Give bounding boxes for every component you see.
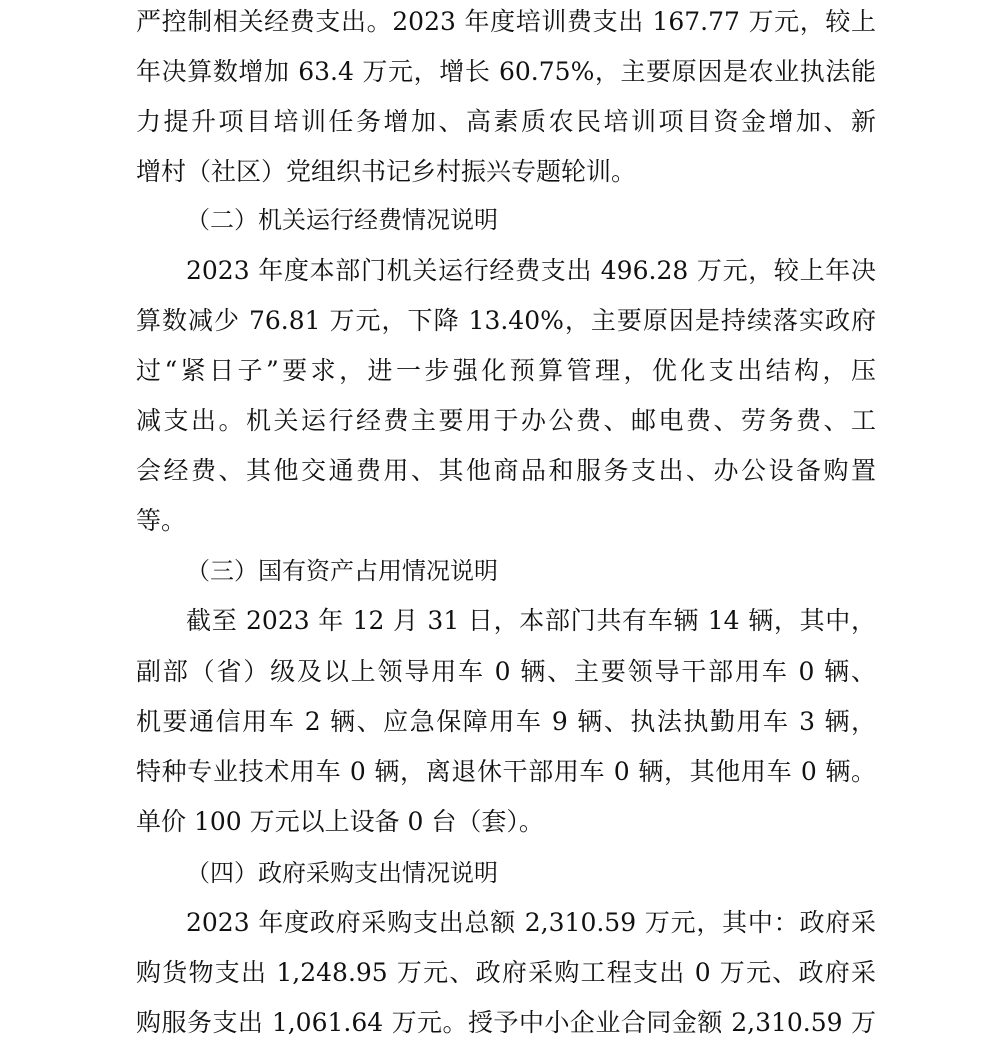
paragraph-line: 截至 2023 年 12 月 31 日，本部门共有车辆 14 辆，其中，: [186, 606, 876, 635]
paragraph-line: 购货物支出 1,248.95 万元、政府采购工程支出 0 万元、政府采: [136, 958, 876, 987]
section-heading: （四）政府采购支出情况说明: [186, 859, 498, 887]
section-heading: （三）国有资产占用情况说明: [186, 557, 498, 585]
paragraph-line: 算数减少 76.81 万元，下降 13.40%，主要原因是持续落实政府: [136, 306, 876, 335]
paragraph-line: 副部（省）级及以上领导用车 0 辆、主要领导干部用车 0 辆、: [136, 657, 876, 686]
paragraph-line: 机要通信用车 2 辆、应急保障用车 9 辆、执法执勤用车 3 辆，: [136, 707, 876, 736]
paragraph-line: 过“紧日子”要求，进一步强化预算管理，优化支出结构，压: [136, 356, 876, 385]
paragraph-line: 会经费、其他交通费用、其他商品和服务支出、办公设备购置: [136, 456, 876, 485]
section-heading: （二）机关运行经费情况说明: [186, 206, 498, 234]
paragraph-line: 年决算数增加 63.4 万元，增长 60.75%，主要原因是农业执法能: [136, 57, 876, 86]
paragraph-line: 2023 年度政府采购支出总额 2,310.59 万元，其中：政府采: [186, 908, 876, 937]
paragraph-line: 2023 年度本部门机关运行经费支出 496.28 万元，较上年决: [186, 256, 876, 285]
paragraph-line: 严控制相关经费支出。2023 年度培训费支出 167.77 万元，较上: [136, 7, 876, 36]
paragraph-line: 增村（社区）党组织书记乡村振兴专题轮训。: [136, 157, 637, 186]
paragraph-line: 减支出。机关运行经费主要用于办公费、邮电费、劳务费、工: [136, 406, 876, 435]
paragraph-line: 购服务支出 1,061.64 万元。授予中小企业合同金额 2,310.59 万: [136, 1008, 876, 1037]
paragraph-line: 特种专业技术用车 0 辆，离退休干部用车 0 辆，其他用车 0 辆。: [136, 757, 876, 786]
paragraph-line: 力提升项目培训任务增加、高素质农民培训项目资金增加、新: [136, 107, 876, 136]
paragraph-line: 单价 100 万元以上设备 0 台（套）。: [136, 807, 544, 836]
paragraph-line: 等。: [136, 506, 187, 535]
